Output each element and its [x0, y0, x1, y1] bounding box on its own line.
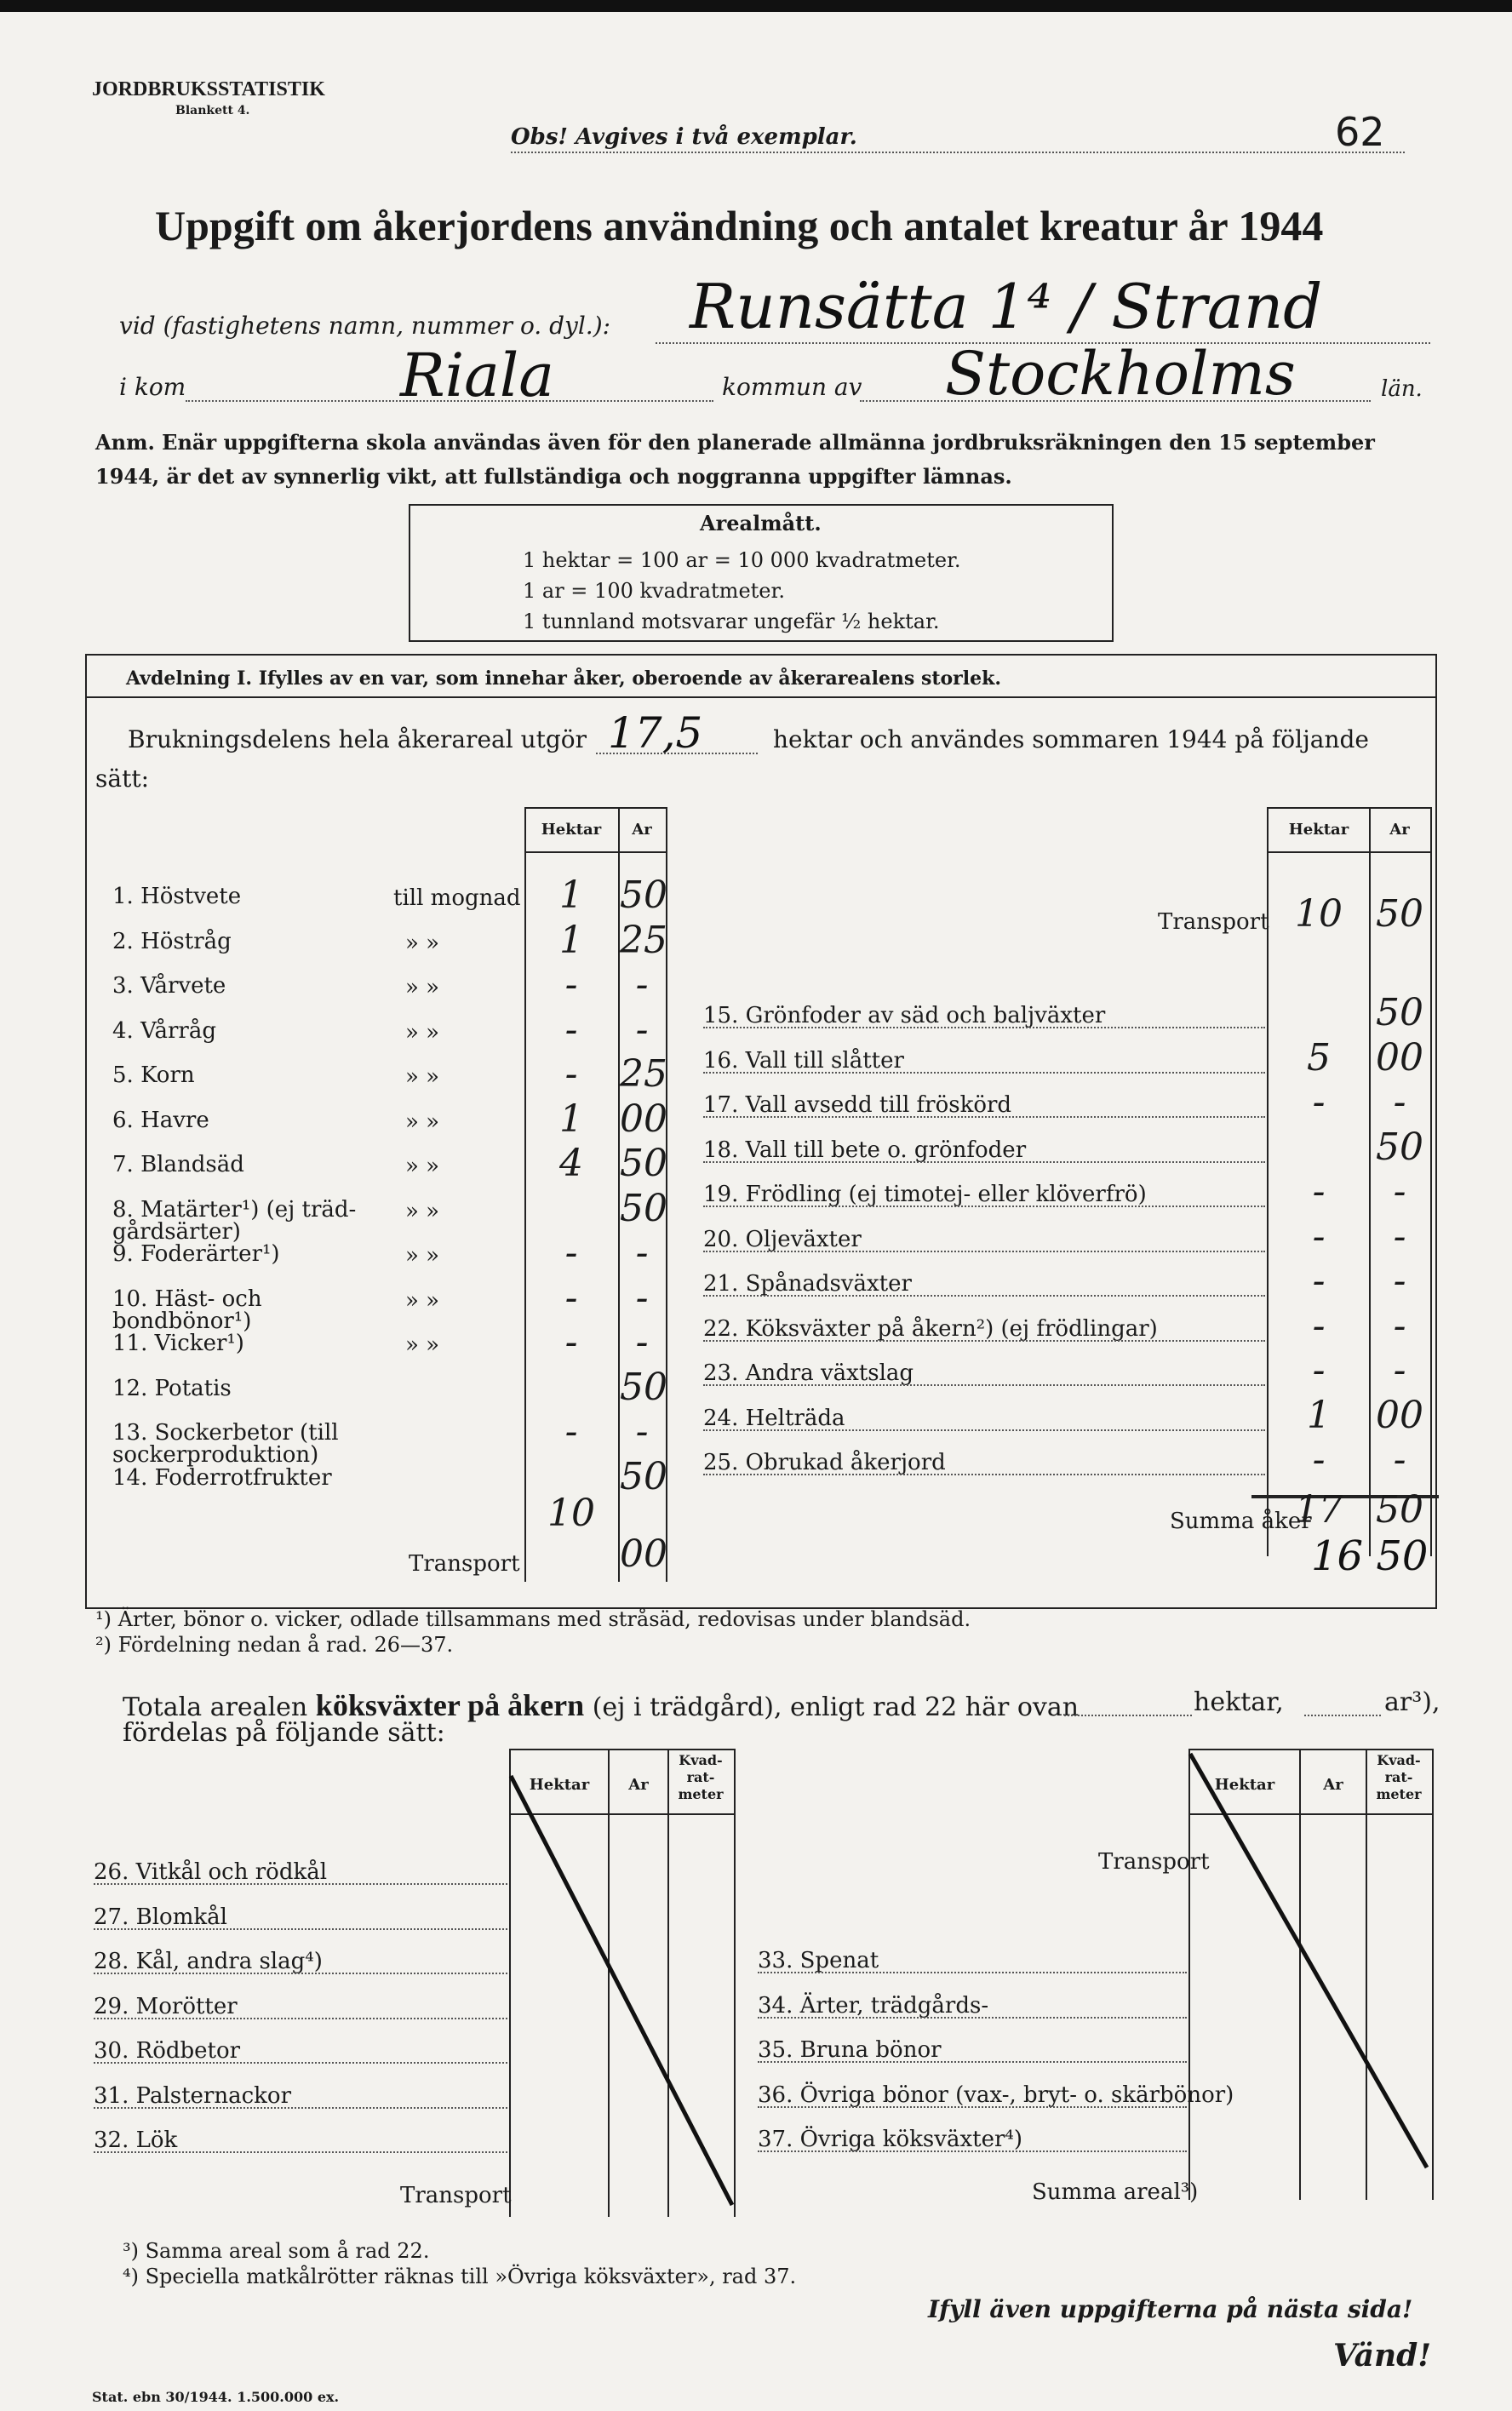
crop-row-hektar: - — [564, 963, 578, 1006]
crop-row-label: 9. Foderärter¹) — [112, 1241, 280, 1267]
crop-row-label: 3. Vårvete — [112, 973, 226, 999]
crop-row-hektar: 1 — [559, 1097, 583, 1141]
property-label: vid (fastighetens namn, nummer o. dyl.): — [119, 312, 611, 340]
crop-row-ar: 25 — [620, 919, 667, 962]
crop-row-ar: 50 — [1376, 1125, 1423, 1169]
footnote-3: ³) Samma areal som å rad 22. — [123, 2239, 430, 2263]
section2-ar-label: ar³), — [1384, 1687, 1440, 1717]
section1-heading: Avdelning I. Ifylles av en var, som innehar åker, oberoende av åkerarealens storlek. — [126, 667, 1002, 690]
crop-row-suffix: » » — [405, 1154, 440, 1179]
veg-row-label: 34. Ärter, trädgårds- — [758, 1993, 989, 2019]
s2-right-strike — [1190, 1754, 1427, 2168]
crop-row-ar: 00 — [620, 1097, 667, 1141]
crop-row-ar: - — [1393, 1438, 1406, 1481]
right-transport-label: Transport — [1158, 909, 1269, 935]
crop-row-hektar: - — [564, 1410, 578, 1453]
crop-row-ar: - — [1393, 1259, 1406, 1303]
total-area-text: hektar och användes sommaren 1944 på följande — [773, 725, 1369, 753]
crop-row-ar: - — [1393, 1349, 1406, 1392]
crop-row-hektar: - — [564, 1052, 578, 1096]
form-title: Uppgift om åkerjordens användning och antalet kreatur år 1944 — [155, 202, 1324, 249]
crop-row-ar: - — [1393, 1215, 1406, 1258]
crop-row-ar: - — [635, 1276, 649, 1320]
crop-row-ar: 50 — [620, 1142, 667, 1185]
form-number: Blankett 4. — [175, 104, 250, 117]
crop-row-hektar: 4 — [559, 1142, 583, 1185]
crop-row-suffix: » » — [405, 1332, 440, 1358]
veg-row-label: 26. Vitkål och rödkål — [94, 1859, 328, 1885]
county-label: kommun av — [722, 373, 862, 401]
section2-intro-b: (ej i trädgård), enligt rad 22 här ovan — [592, 1692, 1080, 1722]
copies-note: Obs! Avgives i två exemplar. — [511, 124, 857, 150]
crop-row-label: 22. Köksväxter på åkern²) (ej frödlingar) — [703, 1316, 1158, 1342]
crop-row-label: 13. Sockerbetor (till sockerproduktion) — [112, 1420, 339, 1468]
crop-row-label: 19. Frödling (ej timotej- eller klöverfrö) — [703, 1182, 1147, 1207]
crop-row-label: 20. Oljeväxter — [703, 1227, 862, 1252]
crop-row-hektar: 1 — [1307, 1394, 1331, 1437]
s2-right-transport: Transport — [1098, 1849, 1210, 1875]
right-col-hektar: Hektar — [1288, 821, 1349, 839]
crop-row-label: 14. Foderrotfrukter — [112, 1465, 332, 1491]
crop-row-hektar: 1 — [559, 919, 583, 962]
crop-row-label: 24. Helträda — [703, 1406, 845, 1431]
left-transport-label: Transport — [409, 1551, 520, 1577]
crop-row-ar: - — [635, 1410, 649, 1453]
crop-row-hektar: - — [1312, 1080, 1326, 1124]
crop-row-hektar: - — [1312, 1438, 1326, 1481]
parish-value: Riala — [400, 341, 554, 410]
veg-row-label: 31. Palsternackor — [94, 2083, 292, 2109]
crop-row-label: 1. Höstvete — [112, 884, 242, 909]
org-name: JORDBRUKSSTATISTIK — [92, 78, 325, 100]
s2-right-col-hektar: Hektar — [1214, 1776, 1275, 1794]
crop-row-hektar: - — [564, 1276, 578, 1320]
lan-label: län. — [1381, 376, 1423, 402]
turn-over-note: Vänd! — [1333, 2338, 1432, 2374]
crop-row-label: 12. Potatis — [112, 1376, 232, 1401]
total-area-satt: sätt: — [95, 765, 149, 793]
s2-left-strike — [511, 1776, 732, 2205]
veg-row-label: 32. Lök — [94, 2128, 178, 2153]
crop-row-label: 21. Spånadsväxter — [703, 1271, 912, 1297]
crop-row-suffix: » » — [405, 1064, 440, 1090]
left-transport-ar: 00 — [620, 1532, 667, 1576]
veg-row-label: 36. Övriga bönor (vax-, bryt- o. skärbönor) — [758, 2082, 1234, 2108]
s2-right-col-ar: Ar — [1323, 1776, 1343, 1794]
total-area-value: 17,5 — [608, 708, 703, 758]
crop-row-hektar: 1 — [559, 873, 583, 917]
crop-row-label: 18. Vall till bete o. grönfoder — [703, 1137, 1027, 1163]
page-number: 62 — [1335, 109, 1385, 155]
crop-row-ar: - — [635, 963, 649, 1006]
crop-row-ar: 25 — [620, 1052, 667, 1096]
crop-row-label: 5. Korn — [112, 1062, 195, 1088]
crop-row-hektar: - — [1312, 1304, 1326, 1348]
crop-row-ar: - — [635, 1008, 649, 1051]
crop-row-ar: - — [635, 1231, 649, 1274]
section2-intro-a: Totala arealen — [123, 1692, 308, 1722]
crop-row-ar: - — [1393, 1304, 1406, 1348]
crop-row-suffix: till mognad — [393, 885, 521, 911]
crop-row-label: 7. Blandsäd — [112, 1152, 244, 1177]
left-col-ar: Ar — [632, 821, 652, 839]
crop-row-label: 11. Vicker¹) — [112, 1331, 244, 1356]
total-area-label: Brukningsdelens hela åkerareal utgör — [128, 725, 587, 753]
summa-aker-hektar: 17 — [1295, 1488, 1343, 1532]
crop-row-suffix: » » — [405, 975, 440, 1000]
summa-correction: 16 50 — [1311, 1532, 1429, 1580]
crop-row-label: 4. Vårråg — [112, 1018, 216, 1044]
crop-row-suffix: » » — [405, 1109, 440, 1135]
crop-row-ar: 50 — [620, 1187, 667, 1230]
s2-left-col-kvm: Kvad-rat-meter — [678, 1752, 724, 1802]
crop-row-ar: - — [1393, 1080, 1406, 1124]
veg-row-label: 27. Blomkål — [94, 1904, 227, 1930]
footnote-4: ⁴) Speciella matkålrötter räknas till »Övriga köksväxter», rad 37. — [123, 2265, 797, 2288]
summa-aker-label: Summa åker — [1170, 1509, 1312, 1534]
crop-row-hektar: - — [1312, 1170, 1326, 1213]
s2-summa-areal: Summa areal³) — [1032, 2179, 1199, 2205]
crop-row-ar: 00 — [1376, 1394, 1423, 1437]
veg-row-label: 30. Rödbetor — [94, 2038, 241, 2064]
areal-line-2: 1 ar = 100 kvadratmeter. — [523, 579, 785, 603]
crop-row-hektar: - — [564, 1008, 578, 1051]
veg-row-label: 35. Bruna bönor — [758, 2037, 942, 2063]
crop-row-suffix: » » — [405, 1243, 440, 1268]
footnote-1: ¹) Ärter, bönor o. vicker, odlade tillsammans med stråsäd, redovisas under blandsäd. — [95, 1607, 971, 1631]
section2-hektar-label: hektar, — [1194, 1687, 1284, 1717]
s2-right-col-kvm: Kvad-rat-meter — [1376, 1752, 1422, 1802]
fill-next-page-note: Ifyll även uppgifterna på nästa sida! — [928, 2295, 1413, 2323]
property-name-value: Runsätta 1⁴ / Strand — [690, 271, 1323, 342]
areal-line-1: 1 hektar = 100 ar = 10 000 kvadratmeter. — [523, 548, 961, 572]
veg-row-label: 29. Morötter — [94, 1994, 238, 2019]
crop-row-label: 6. Havre — [112, 1108, 209, 1133]
right-transport-ar: 50 — [1376, 892, 1423, 936]
summa-aker-ar: 50 — [1376, 1488, 1423, 1532]
crop-row-ar: 50 — [620, 1366, 667, 1409]
section2-intro-bold: köksväxter på åkern — [315, 1688, 585, 1722]
veg-row-label: 37. Övriga köksväxter⁴) — [758, 2127, 1022, 2152]
right-transport-hektar: 10 — [1295, 892, 1343, 936]
crop-row-suffix: » » — [405, 1020, 440, 1045]
veg-row-label: 28. Kål, andra slag⁴) — [94, 1949, 323, 1974]
crop-row-label: 17. Vall avsedd till fröskörd — [703, 1092, 1012, 1118]
crop-row-label: 10. Häst- och bondbönor¹) — [112, 1286, 262, 1334]
s2-left-col-ar: Ar — [628, 1776, 649, 1794]
crop-row-ar: 50 — [620, 873, 667, 917]
veg-row-label: 33. Spenat — [758, 1948, 879, 1973]
section2-intro-c: fördelas på följande sätt: — [123, 1718, 445, 1748]
county-value: Stockholms — [945, 339, 1296, 409]
crop-row-label: 25. Obrukad åkerjord — [703, 1450, 946, 1475]
crop-row-label: 23. Andra växtslag — [703, 1360, 914, 1386]
crop-row-label: 2. Höstråg — [112, 929, 232, 954]
print-info: Stat. ebn 30/1944. 1.500.000 ex. — [92, 2389, 340, 2405]
crop-row-ar: 50 — [620, 1455, 667, 1498]
crop-row-ar: - — [635, 1320, 649, 1364]
crop-row-ar: 50 — [1376, 991, 1423, 1034]
crop-row-hektar: - — [564, 1320, 578, 1364]
crop-row-hektar: 5 — [1307, 1036, 1331, 1080]
left-col-hektar: Hektar — [541, 821, 602, 839]
footnote-2: ²) Fördelning nedan å rad. 26—37. — [95, 1633, 454, 1657]
crop-row-hektar: - — [1312, 1349, 1326, 1392]
crop-row-ar: - — [1393, 1170, 1406, 1213]
remark-note: Anm. Enär uppgifterna skola användas även för den planerade allmänna jordbruksräkningen den 15 september 1944, är det av synnerlig vikt, att fullständiga och noggranna uppgifter lämnas. — [95, 430, 1375, 489]
crop-row-hektar: - — [1312, 1259, 1326, 1303]
crop-row-suffix: » » — [405, 1199, 440, 1224]
parish-label: i kom — [119, 373, 186, 401]
crop-row-hektar: - — [564, 1231, 578, 1274]
crop-row-label: 8. Matärter¹) (ej träd-gårdsärter) — [112, 1197, 357, 1245]
crop-row-suffix: » » — [405, 931, 440, 956]
crop-row-label: 15. Grönfoder av säd och baljväxter — [703, 1003, 1106, 1028]
crop-row-ar: 00 — [1376, 1036, 1423, 1080]
crop-row-label: 16. Vall till slåtter — [703, 1048, 904, 1074]
areal-title: Arealmått. — [700, 511, 822, 535]
s2-left-transport: Transport — [400, 2183, 512, 2208]
crop-row-suffix: » » — [405, 1288, 440, 1314]
left-transport-hektar: 10 — [547, 1492, 595, 1535]
right-col-ar: Ar — [1389, 821, 1410, 839]
s2-left-col-hektar: Hektar — [529, 1776, 590, 1794]
areal-line-3: 1 tunnland motsvarar ungefär ½ hektar. — [523, 610, 940, 633]
crop-row-hektar: - — [1312, 1215, 1326, 1258]
